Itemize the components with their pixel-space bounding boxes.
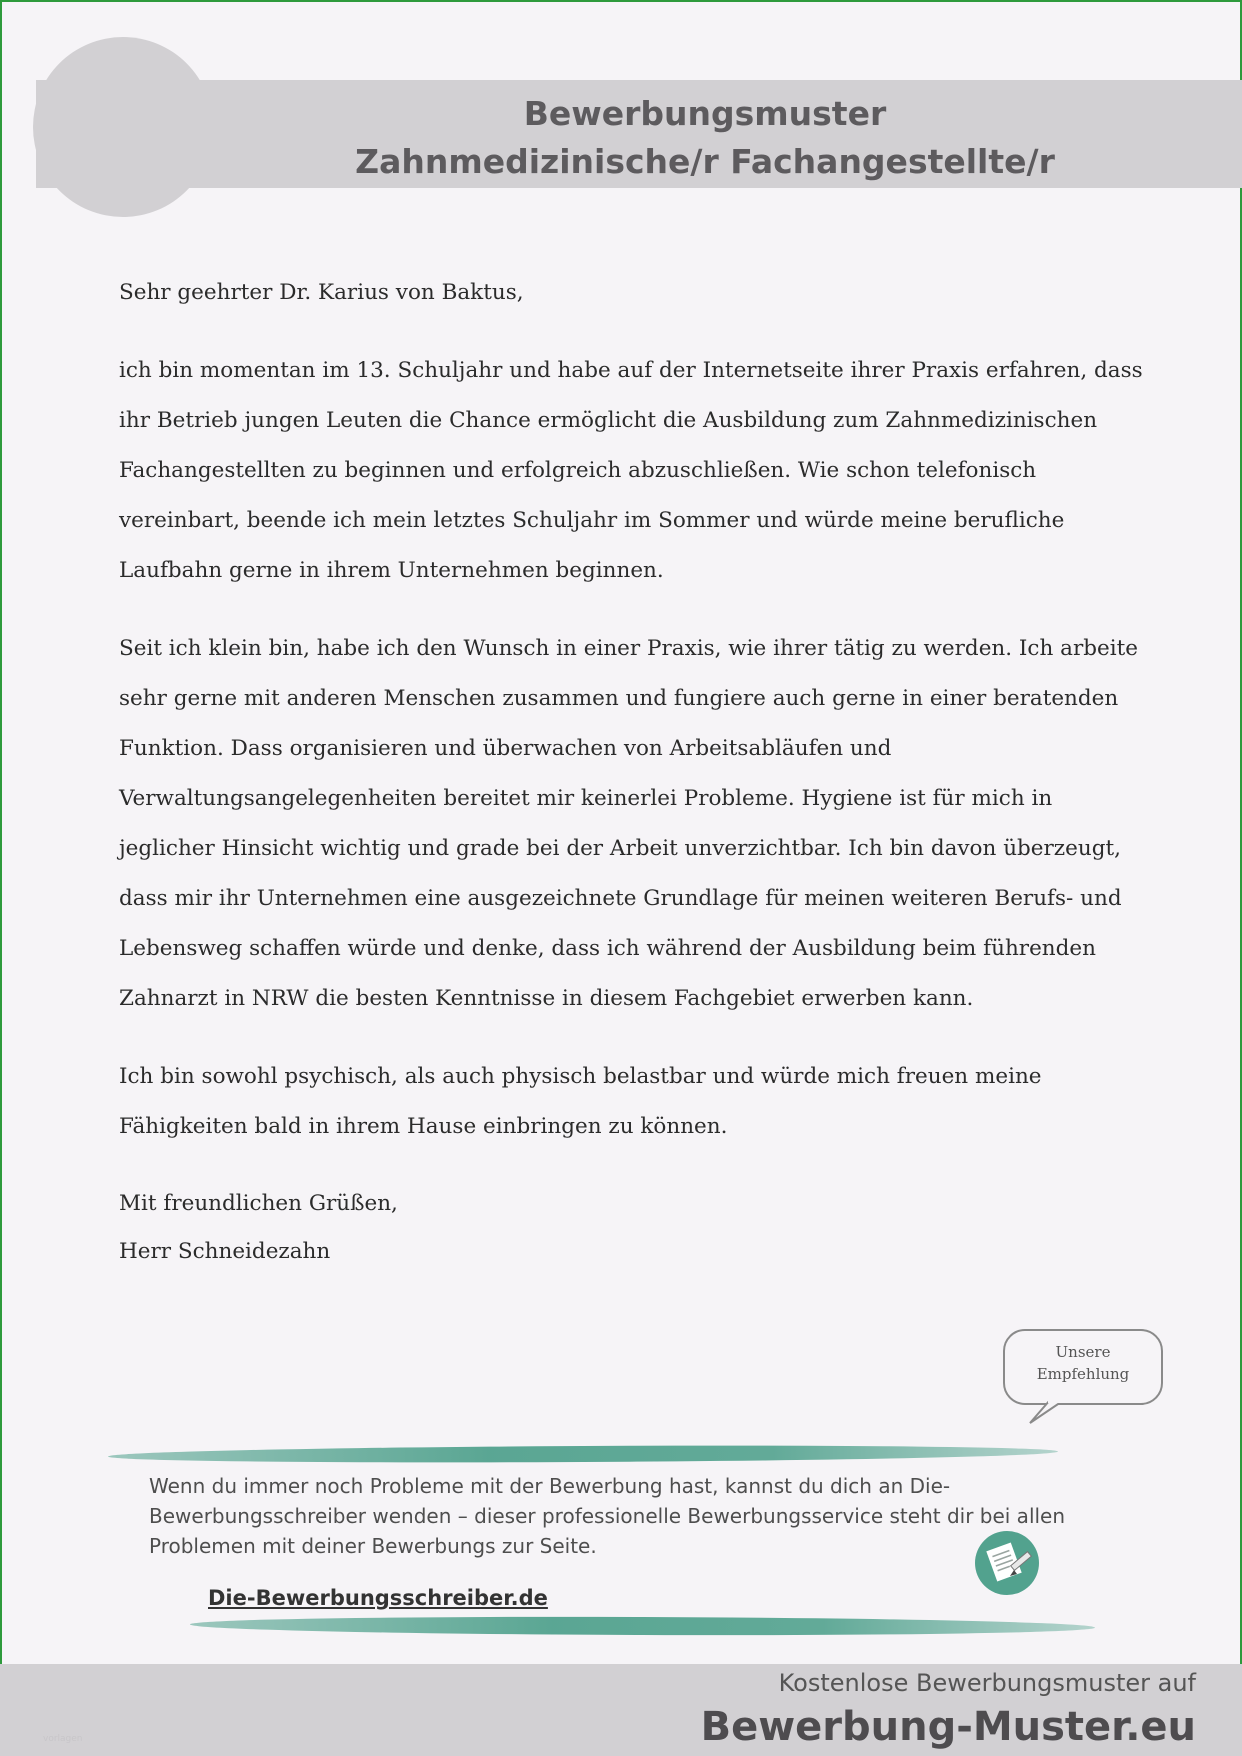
recommendation-text: Wenn du immer noch Probleme mit der Bewerbung hast, kannst du dich an Die-Bewerbungsschreiber wenden – dieser professionelle Bewerbungsservice steht dir bei allen Problemen mit deiner Bewerbungs zur Seite.: [149, 1474, 1066, 1558]
recommendation-bubble: [1003, 1329, 1163, 1405]
letter-closing: Mit freundlichen Grüßen,: [119, 1191, 398, 1216]
title-line-2: Zahnmedizinische/r Fachangestellte/r: [355, 142, 1055, 181]
title-line-1: Bewerbungsmuster: [523, 94, 887, 133]
letter-body: [119, 268, 1149, 1276]
bubble-tail-icon: [1028, 1400, 1068, 1425]
document-pen-icon: [974, 1530, 1040, 1596]
footer-watermark: vorlagen: [43, 1734, 83, 1744]
bubble-line-2: Empfehlung: [1036, 1365, 1130, 1383]
footer-tagline: Kostenlose Bewerbungsmuster auf: [778, 1669, 1196, 1697]
brush-stroke-bottom: [190, 1615, 1095, 1636]
letter-paragraph-1: ich bin momentan im 13. Schuljahr und habe auf der Internetseite ihrer Praxis erfahren, dass ihr Betrieb jungen Leuten die Chance ermöglicht die Ausbildung zum Zahnmedizinischen Fachangestellten zu beginnen und erfolgreich abzuschließen. Wie schon telefonisch vereinbart, beende ich mein letztes Schuljahr im Sommer und würde meine berufliche Laufbahn gerne in ihrem Unternehmen beginnen.: [119, 358, 1143, 583]
letter-paragraph-3: Ich bin sowohl psychisch, als auch physisch belastbar und würde mich freuen meine Fähigkeiten bald in ihrem Hause einbringen zu können.: [119, 1064, 1042, 1139]
bubble-line-1: Unsere: [1055, 1343, 1111, 1361]
letter-salutation: Sehr geehrter Dr. Karius von Baktus,: [119, 280, 524, 305]
page-title: [200, 90, 1210, 186]
recommendation-link[interactable]: Die-Bewerbungsschreiber.de: [208, 1586, 548, 1610]
brush-stroke-top: [108, 1444, 1058, 1465]
letter-signature: Herr Schneidezahn: [119, 1239, 331, 1264]
footer-site-name: Bewerbung-Muster.eu: [700, 1704, 1196, 1750]
header-circle-decoration: [33, 37, 213, 217]
letter-closing-block: [119, 1180, 1149, 1276]
letter-paragraph-2: Seit ich klein bin, habe ich den Wunsch in einer Praxis, wie ihrer tätig zu werden. Ich arbeite sehr gerne mit anderen Menschen zusammen und fungiere auch gerne in einer beratenden Funktion. Dass organisieren und überwachen von Arbeitsabläufen und Verwaltungsangelegenheiten bereitet mir keinerlei Probleme. Hygiene ist für mich in jeglicher Hinsicht wichtig und grade bei der Arbeit unverzichtbar. Ich bin davon überzeugt, dass mir ihr Unternehmen eine ausgezeichnete Grundlage für meinen weiteren Berufs- und Lebensweg schaffen würde und denke, dass ich während der Ausbildung beim führenden Zahnarzt in NRW die besten Kenntnisse in diesem Fachgebiet erwerben kann.: [119, 636, 1138, 1011]
